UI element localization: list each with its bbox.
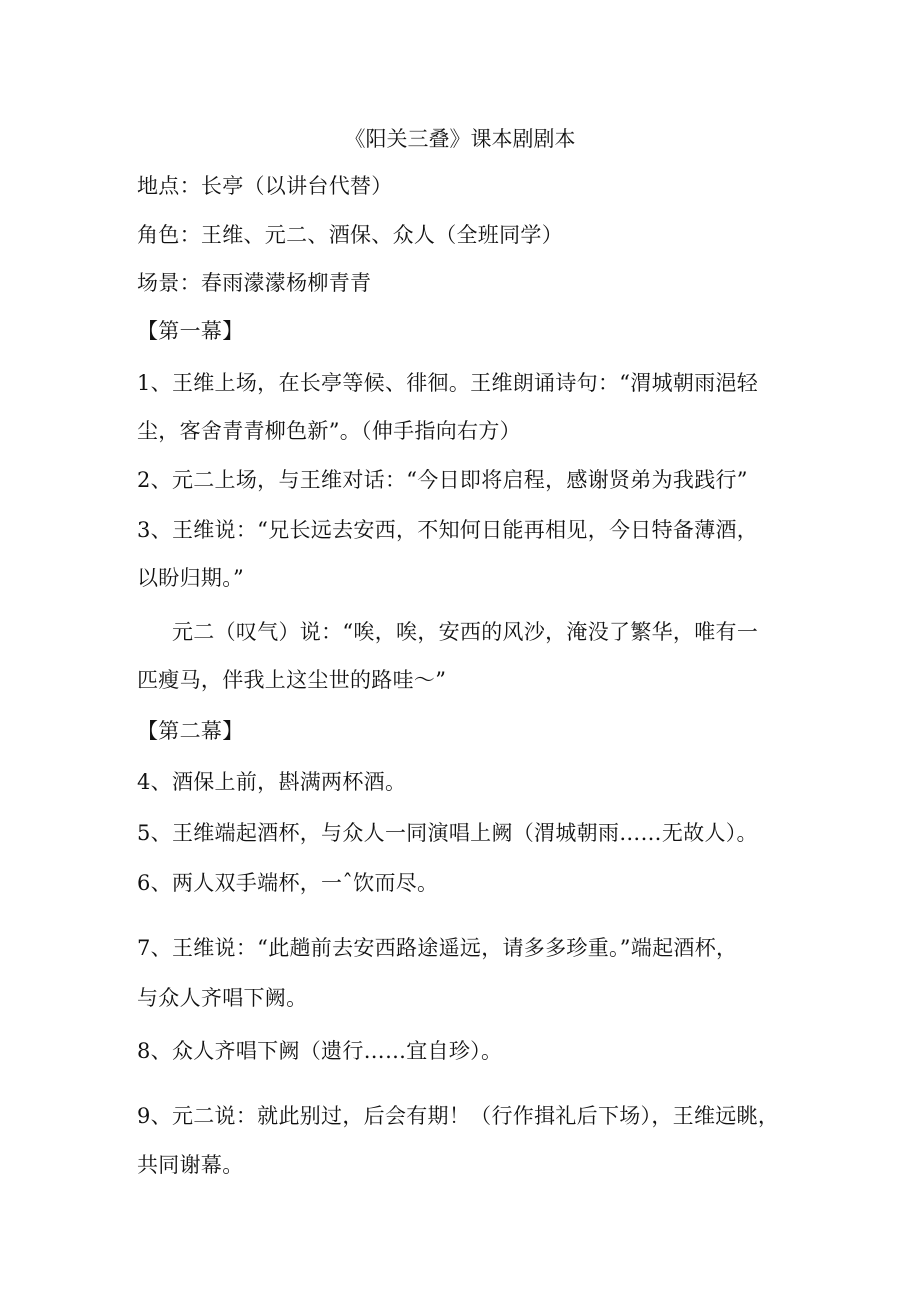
step-4: 4、酒保上前，斟满两杯酒。 — [137, 770, 407, 794]
step-9-line-1: 9、元二说：就此别过，后会有期！（行作揖礼后下场），王维远眺， — [137, 1104, 780, 1128]
step-3-line-2: 以盼归期。” — [137, 566, 245, 590]
roles-line: 角色：王维、元二、酒保、众人（全班同学） — [137, 223, 563, 247]
step-5: 5、王维端起酒杯，与众人一同演唱上阙（渭城朝雨……无故人）。 — [137, 821, 758, 845]
step-1-line-1: 1、王维上场，在长亭等候、徘徊。王维朗诵诗句：“渭城朝雨浥轻 — [137, 371, 759, 395]
yuan-dialogue-line-2: 匹瘦马，伴我上这尘世的路哇～” — [137, 668, 447, 692]
yuan-dialogue-line-1: 元二（叹气）说：“唉，唉，安西的风沙，淹没了繁华，唯有一 — [172, 620, 759, 644]
step-1-line-2: 尘，客舍青青柳色新”。（伸手指向右方） — [137, 419, 521, 443]
act-one-heading: 【第一幕】 — [137, 319, 244, 343]
step-6: 6、两人双手端杯，一ˆ饮而尽。 — [137, 871, 439, 895]
act-two-heading: 【第二幕】 — [137, 719, 244, 743]
step-9-line-2: 共同谢幕。 — [137, 1153, 244, 1177]
step-3-line-1: 3、王维说：“兄长远去安西，不知何日能再相见，今日特备薄酒， — [137, 518, 759, 542]
step-7-line-2: 与众人齐唱下阙。 — [137, 986, 308, 1010]
place-line: 地点：长亭（以讲台代替） — [137, 174, 393, 198]
scene-line: 场景：春雨濛濛杨柳青青 — [137, 271, 372, 295]
step-2: 2、元二上场，与王维对话：“今日即将启程，感谢贤弟为我践行” — [137, 468, 748, 492]
step-7-line-1: 7、王维说：“此趟前去安西路途遥远，请多多珍重。”端起酒杯， — [137, 936, 738, 960]
step-8: 8、众人齐唱下阙（遗行……宜自珍）。 — [137, 1039, 503, 1063]
document-title: 《阳关三叠》课本剧剧本 — [344, 127, 576, 151]
